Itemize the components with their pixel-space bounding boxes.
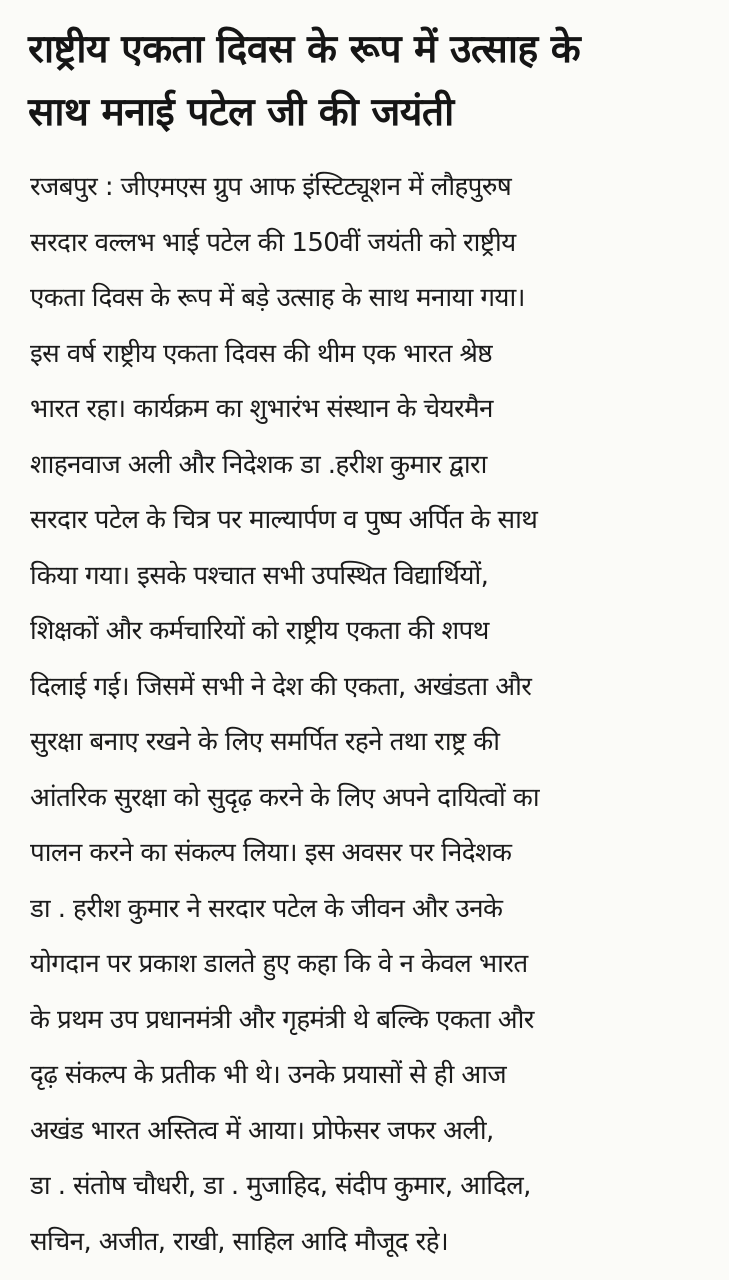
body-line: योगदान पर प्रकाश डालते हुए कहा कि वे न केवल भारत — [30, 949, 528, 979]
article-headline — [28, 18, 708, 144]
body-line: पालन करने का संकल्प लिया। इस अवसर पर निदेशक — [30, 838, 512, 868]
body-line: सुरक्षा बनाए रखने के लिए समर्पित रहने तथा राष्ट्र की — [30, 727, 500, 757]
body-line: आंतरिक सुरक्षा को सुदृढ़ करने के लिए अपने दायित्वों का — [30, 782, 539, 813]
body-line: किया गया। इसके पश्चात सभी उपस्थित विद्यार्थियों, — [30, 560, 489, 591]
body-line: डा . हरीश कुमार ने सरदार पटेल के जीवन और उनके — [30, 893, 503, 924]
body-line: सचिन, अजीत, राखी, साहिल आदि मौजूद रहे। — [30, 1226, 449, 1257]
body-line: अखंड भारत अस्तित्व में आया। प्रोफेसर जफर अली, — [30, 1115, 494, 1146]
body-line: दृढ़ संकल्प के प्रतीक भी थे। उनके प्रयासों से ही आज — [30, 1060, 507, 1090]
body-line: सरदार वल्लभ भाई पटेल की 150वीं जयंती को राष्ट्रीय — [30, 227, 516, 258]
article-body — [30, 160, 715, 1270]
headline-line-2: साथ मनाई पटेल जी की जयंती — [28, 90, 454, 135]
body-line: के प्रथम उप प्रधानमंत्री और गृहमंत्री थे बल्कि एकता और — [30, 1004, 534, 1035]
body-line: डा . संतोष चौधरी, डा . मुजाहिद, संदीप कुमार, आदिल, — [30, 1171, 531, 1201]
body-line: शाहनवाज अली और निदेशक डा .हरीश कुमार द्वारा — [30, 449, 487, 480]
body-line: भारत रहा। कार्यक्रम का शुभारंभ संस्थान के चेयरमैन — [30, 394, 493, 424]
body-line: दिलाई गई। जिसमें सभी ने देश की एकता, अखंडता और — [30, 671, 532, 702]
body-line: शिक्षकों और कर्मचारियों को राष्ट्रीय एकता की शपथ — [30, 616, 489, 646]
body-line: एकता दिवस के रूप में बड़े उत्साह के साथ मनाया गया। — [30, 283, 525, 313]
body-line: इस वर्ष राष्ट्रीय एकता दिवस की थीम एक भारत श्रेष्ठ — [30, 338, 492, 369]
body-line: रजबपुर : जीएमएस ग्रुप आफ इंस्टिट्यूशन में लौहपुरुष — [30, 172, 512, 202]
headline-line-1: राष्ट्रीय एकता दिवस के रूप में उत्साह के — [28, 27, 581, 72]
body-line: सरदार पटेल के चित्र पर माल्यार्पण व पुष्प अर्पित के साथ — [30, 505, 538, 535]
